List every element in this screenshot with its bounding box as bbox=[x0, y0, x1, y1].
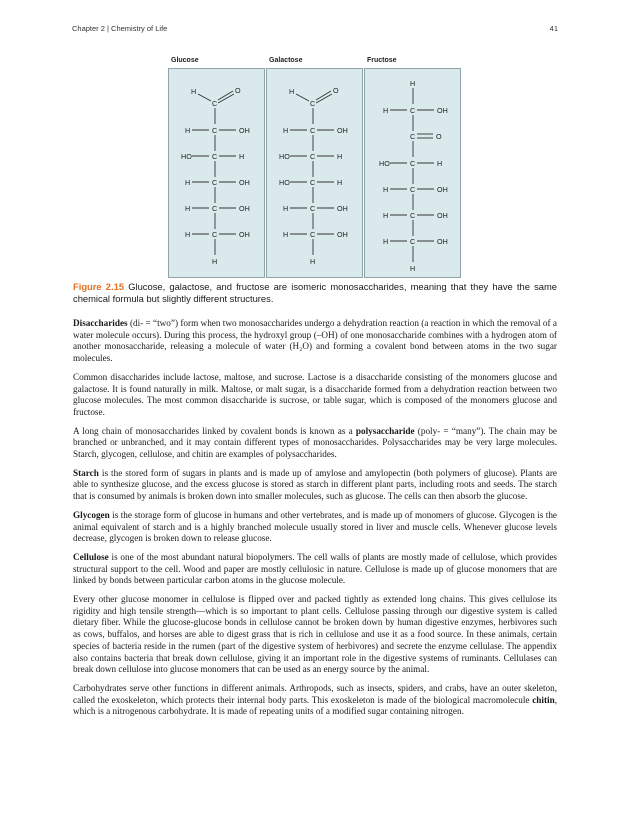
atom: H bbox=[383, 211, 389, 220]
glucose-diagram bbox=[169, 69, 264, 277]
atom: C bbox=[212, 126, 218, 135]
atom: H bbox=[437, 159, 443, 168]
atom: OH bbox=[337, 204, 348, 213]
atom: O bbox=[235, 86, 241, 95]
atom: C bbox=[212, 230, 218, 239]
paragraph-text: is the stored form of sugars in plants and is made up of amylose and amylopectin (both polymers of glucose). Plants are able to synthesize glucose, and the excess glucose is stored as starch in different plant parts, including roots and seeds. The starch that is consumed by animals is broken down into smaller molecules, such as glucose. The cells can then absorb the glucose. bbox=[73, 467, 557, 502]
key-term: Glycogen bbox=[73, 509, 110, 520]
glucose-structure bbox=[168, 68, 265, 278]
atom: OH bbox=[437, 211, 448, 220]
atom: H bbox=[410, 264, 416, 273]
paragraph bbox=[73, 468, 557, 503]
atom: C bbox=[310, 230, 316, 239]
atom: C bbox=[410, 132, 416, 141]
atom: H bbox=[185, 204, 191, 213]
atom: C bbox=[212, 204, 218, 213]
paragraph-text: , which is a nitrogenous carbohydrate. It is made of repeating units of a modified sugar containing nitrogen. bbox=[73, 694, 557, 717]
galactose-structure bbox=[266, 68, 363, 278]
paragraph-text: is one of the most abundant natural biopolymers. The cell walls of plants are mostly made of cellulose, which provides structural support to the cell. Wood and paper are mostly cellulosic in nature. Cellulose is made up of glucose monomers that are linked by bonds between particular carbon atoms in the glucose molecule. bbox=[73, 551, 557, 586]
atom: C bbox=[310, 152, 316, 161]
atom: C bbox=[310, 204, 316, 213]
atom: H bbox=[185, 126, 191, 135]
atom: OH bbox=[239, 178, 250, 187]
atom: H bbox=[185, 230, 191, 239]
atom: C bbox=[310, 99, 316, 108]
atom: OH bbox=[337, 230, 348, 239]
paragraph bbox=[73, 683, 557, 718]
paragraph-text: A long chain of monosaccharides linked by covalent bonds is known as a bbox=[73, 425, 356, 436]
atom: C bbox=[410, 211, 416, 220]
key-term: Cellulose bbox=[73, 551, 109, 562]
atom: OH bbox=[437, 185, 448, 194]
fructose-label: Fructose bbox=[367, 57, 397, 64]
key-term: Starch bbox=[73, 467, 99, 478]
atom: H bbox=[283, 204, 289, 213]
atom: H bbox=[239, 152, 245, 161]
atom: H bbox=[191, 87, 197, 96]
atom: HO bbox=[379, 159, 390, 168]
galactose-label: Galactose bbox=[269, 57, 303, 64]
atom: OH bbox=[437, 237, 448, 246]
atom: H bbox=[289, 87, 295, 96]
paragraph-text: (di- = “two”) form when two monosaccharides undergo a dehydration reaction (a reaction in which the removal of a water molecule occurs). During this process, the hydroxyl group (–OH) of one monosaccharide combines with a hydrogen atom of another monosaccharide, releasing a molecule of water (H₂O) and forming a covalent bond between atoms in the two sugar molecules. bbox=[73, 318, 557, 364]
atom: H bbox=[410, 79, 416, 88]
page-number: 41 bbox=[549, 24, 558, 33]
atom: H bbox=[337, 152, 343, 161]
paragraph bbox=[73, 426, 557, 461]
caption-text: Glucose, galactose, and fructose are isomeric monosaccharides, meaning that they have the same chemical formula but slightly different structures. bbox=[73, 281, 557, 304]
atom: HO bbox=[279, 152, 290, 161]
paragraph-text: (poly- = “many”). The chain may be branched or unbranched, and it may contain different types of monosaccharides. Polysaccharides may be very large molecules. Starch, glycogen, cellulose, and chitin are examples of polysaccharides. bbox=[73, 425, 558, 460]
paragraph-text: Carbohydrates serve other functions in different animals. Arthropods, such as insects, spiders, and crabs, have an outer skeleton, called the exoskeleton, which protects their internal body parts. This exoskeleton is made of the biological macromolecule bbox=[73, 682, 557, 705]
atom: H bbox=[383, 106, 389, 115]
atom: H bbox=[212, 257, 218, 266]
key-term: polysaccharide bbox=[355, 425, 415, 436]
figure-number: Figure 2.15 bbox=[73, 281, 125, 292]
atom: OH bbox=[239, 204, 250, 213]
atom: OH bbox=[437, 106, 448, 115]
galactose-diagram bbox=[267, 69, 362, 277]
paragraph bbox=[73, 372, 557, 419]
atom: H bbox=[383, 185, 389, 194]
fructose-structure bbox=[364, 68, 461, 278]
body-text bbox=[73, 318, 557, 725]
paragraph-text: is the storage form of glucose in humans and other vertebrates, and is made up of monomers of glucose. Glycogen is the animal equivalent of starch and is a highly branched molecule usually stored in liver and muscle cells. Whenever glucose levels decrease, glycogen is broken down to release glucose. bbox=[73, 509, 557, 544]
bond bbox=[198, 94, 211, 101]
atom: HO bbox=[279, 178, 290, 187]
atom: O bbox=[333, 86, 339, 95]
paragraph-text: Every other glucose monomer in cellulose is flipped over and packed tightly as extended long chains. This gives cellulose its rigidity and high tensile strength—which is so important to plant cells. Cellulose passing through our digestive system is called dietary fiber. While the glucose-glucose bonds in cellulose cannot be broken down by human digestive enzymes, herbivores such as cows, buffalos, and horses are able to digest grass that is rich in cellulose and use it as a food source. In these animals, certain species of bacteria reside in the rumen (part of the digestive system of herbivores) and secrete the enzyme cellulase. The appendix also contains bacteria that break down cellulose, giving it an important role in the digestive systems of ruminants. Cellulases can break down cellulose into glucose monomers that can be used as an energy source by the animal. bbox=[73, 594, 557, 675]
key-term: chitin bbox=[532, 694, 555, 705]
paragraph bbox=[73, 510, 557, 545]
atom: C bbox=[212, 99, 218, 108]
bond bbox=[296, 94, 309, 101]
atom: C bbox=[212, 178, 218, 187]
key-term: Disaccharides bbox=[73, 318, 128, 328]
atom: C bbox=[410, 237, 416, 246]
paragraph bbox=[73, 594, 557, 676]
atom: C bbox=[310, 126, 316, 135]
glucose-label: Glucose bbox=[171, 57, 199, 64]
atom: H bbox=[337, 178, 343, 187]
chapter-title: Chapter 2 | Chemistry of Life bbox=[72, 24, 168, 33]
paragraph bbox=[73, 552, 557, 587]
atom: H bbox=[383, 237, 389, 246]
atom: OH bbox=[239, 230, 250, 239]
paragraph-text: Common disaccharides include lactose, maltose, and sucrose. Lactose is a disaccharide consisting of the monomers glucose and galactose. It is found naturally in milk. Maltose, or malt sugar, is a disaccharide formed from a dehydration reaction between two glucose molecules. The most common disaccharide is sucrose, or table sugar, which is composed of the monomers glucose and fructose. bbox=[73, 371, 557, 417]
atom: H bbox=[283, 126, 289, 135]
fructose-diagram bbox=[365, 69, 460, 277]
atom: O bbox=[436, 132, 442, 141]
atom: C bbox=[410, 106, 416, 115]
atom: OH bbox=[239, 126, 250, 135]
atom: H bbox=[185, 178, 191, 187]
atom: C bbox=[410, 159, 416, 168]
atom: H bbox=[310, 257, 316, 266]
atom: C bbox=[310, 178, 316, 187]
atom: HO bbox=[181, 152, 192, 161]
atom: C bbox=[212, 152, 218, 161]
atom: H bbox=[283, 230, 289, 239]
atom: OH bbox=[337, 126, 348, 135]
figure-caption bbox=[73, 281, 557, 305]
atom: C bbox=[410, 185, 416, 194]
paragraph bbox=[73, 318, 557, 365]
